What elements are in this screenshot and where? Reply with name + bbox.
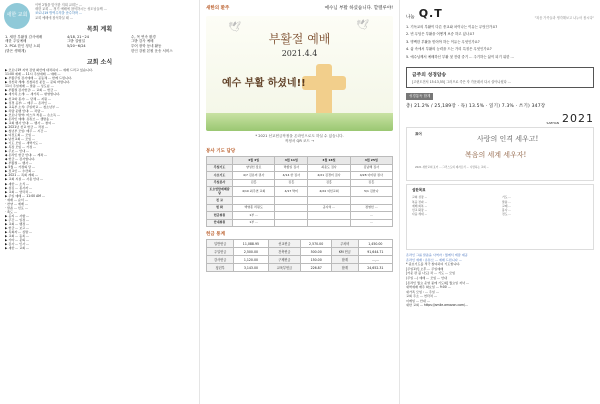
notice-item: [카운 관 불 나도) 차 ... 기도 ... 모임: [406, 271, 456, 276]
notice-item: 새가족 모임 : ... 주일 ...: [406, 289, 439, 294]
caption: [206, 134, 393, 144]
goal-item: 예배 회복 ...: [412, 203, 428, 208]
sched-note: 그밖 감사 예배: [131, 39, 154, 44]
duty-row: [207, 219, 393, 227]
news-item: ▶ 교회 ... 등록 ...: [5, 234, 30, 239]
news-item: ▶ 온라인 예배: 유튜브 ... 생방송 ...: [5, 116, 54, 121]
sched-name: 1. 새한 부활절 감사예배: [5, 34, 43, 39]
duty-row-label: 주일봉사: [207, 179, 233, 187]
easter-banner: [206, 16, 393, 131]
easter-date: 2021.4.4: [281, 49, 318, 58]
news-item: ▶ 주간 ... 일정 ...: [5, 217, 30, 222]
duty-cell: [275, 219, 308, 227]
intro-text: [35, 3, 194, 20]
news-item: ▶ 새가족 소개: ... 새가족 ... 환영합니다.: [5, 92, 61, 97]
duty-cell: 1부 ...: [233, 219, 275, 227]
intro-line: 새한 교회 ... 정기 예배에 참석하시는 성도님들께 ...: [35, 7, 107, 12]
duty-cell: 4/28 이미란 권사: [350, 172, 392, 180]
news-item: ▶ 목회자 ... 심방 ...: [5, 230, 33, 235]
news-item: ▶ 교회 ... 행정 ...: [5, 221, 30, 226]
memory-body: [고린도전서 15:13,55] 그러므로 죽은 자 가운데서 다시 살아나셨다 ...: [412, 80, 511, 85]
offering-label: 선교헌금: [268, 240, 301, 248]
news-item: ▶ 공지 ... 사항 ...: [5, 213, 30, 218]
sched-name: (밝은 생태계): [5, 48, 26, 53]
motto-banner: [406, 127, 594, 181]
offering-value: 1,450.00: [358, 240, 392, 248]
duty-cell: [308, 197, 350, 205]
offering-row: [207, 248, 393, 256]
left-panel: [0, 0, 200, 404]
duty-cell: 4/24 여선교회: [308, 187, 350, 197]
news-item: ▶ 차량 운행 안내: ... 차량 ...: [5, 108, 45, 113]
news-item: ◆ 온라인 헌금 안내: ... 계좌 ...: [5, 153, 48, 158]
sched-note: 한인 강원 본원 운송 서비스: [131, 48, 173, 53]
grass-decoration: [206, 113, 393, 131]
church-logo: 새한 교회: [4, 3, 30, 29]
duty-row-label: 친 교: [207, 197, 233, 205]
sched-name: 새한 주일예배: [5, 39, 27, 44]
notice-item: 이메일 ... 안내 ...: [406, 298, 430, 303]
offering-value: 1,120.00: [234, 256, 268, 264]
duty-header-cell: 4월 4일: [233, 157, 275, 165]
qt-questions: [406, 24, 594, 61]
sched-date: 4/18, 21~24: [67, 34, 89, 39]
caption-line: * 2021 선교헌금작정을 온라인으로도 하실 수 있습니다.: [255, 134, 344, 138]
duty-cell: 4/7 김유미 권사: [233, 172, 275, 180]
news-item: ▶ 여전도회 ... 모임 ...: [5, 132, 36, 137]
duty-row: [207, 164, 393, 172]
duty-cell: 박종일 집사: [275, 164, 308, 172]
duty-cell: 4/21 김경미 집사: [308, 172, 350, 180]
notice-item: 온라인 그룹 말씀을 사역자 : 월에서 계잠 제공: [406, 253, 468, 258]
news-item: ▶ 성경 공부: ... 매주 ... 온라인 ...: [5, 100, 52, 105]
intro-line: 이번 2월을 맞이한 저희 교회는 ...: [35, 3, 83, 7]
duty-cell: 정영선 ...: [350, 204, 392, 212]
qt-question: 2. 빈 무덤은 부활을 어떻게 보증 하고 있나요?: [406, 32, 475, 37]
goal-column: [502, 195, 586, 216]
duty-cell: 김남해 집사: [350, 164, 392, 172]
notice-item: (주일 ...) 예배 ... 모임 ... 안내: [406, 275, 448, 280]
qt-subtitle: "복음 가족들과 생각해보고 나누어 봅시다": [534, 16, 594, 20]
qt-question: 4. 삶 속에서 부활의 능력을 드는 가리 특징은 무엇인가요?: [406, 47, 492, 52]
notice-item: [온라인 월요 운영 중에 기도회] 월요일 저녁 ...: [406, 280, 470, 285]
offering-value: 226.87: [301, 264, 332, 272]
duty-cell: [308, 219, 350, 227]
goal-item: 교제 ...: [502, 203, 511, 208]
notice-item: 새한 교회 ... https://smile.amazon.com/...: [406, 303, 469, 308]
duty-cell: 4/14 한 집사: [275, 172, 308, 180]
motto-line-2: 복음의 세계 세우자!: [465, 151, 527, 160]
duty-cell: 4/10 최주연 교회: [233, 187, 275, 197]
offering-label: 구제헌금: [268, 256, 301, 264]
motto-body: 2021 새한교회 표어 ... 그리스도의 제자로서 ... 사랑하는 교회 ...: [415, 166, 490, 170]
news-item: ▶ 새한 ... 교회 ...: [5, 246, 30, 251]
notice-item: 교회 주소 ... 연락처 ...: [406, 294, 437, 299]
duty-row: [207, 197, 393, 205]
saehan-year: [406, 112, 594, 125]
duty-row-label: 헌금위원: [207, 212, 233, 220]
memory-title: 금주의 성경암송: [412, 73, 447, 79]
qt-title: Q.T: [418, 7, 443, 20]
news-item: · 축도 ...: [5, 209, 17, 214]
offering-label: 건축헌금: [268, 248, 301, 256]
memory-verse-box: [406, 67, 594, 88]
goal-item: 전도 ...: [502, 212, 511, 217]
intro-line: 교회 예배에 참석하실 때 ...: [35, 15, 73, 20]
news-item: ▶ 헌금 ... 보고 ...: [5, 226, 30, 231]
duty-title: 봉사 기도 담당: [206, 149, 236, 154]
duty-row-label: 주일기도: [207, 164, 233, 172]
goal-item: 다음 세대 ...: [412, 212, 428, 217]
duty-row-label: 현 화: [207, 204, 233, 212]
goal-item: 교회 성장 ...: [412, 195, 428, 200]
news-item: 11시 주일예배 ... 말씀 ... 성도님 ...: [5, 84, 54, 89]
duty-row: [207, 172, 393, 180]
offering-title: 헌금 통계: [206, 232, 225, 237]
notice-item: 온라인 예배 : 유튜브 ... 예배 드립니다 ...: [406, 257, 462, 262]
news-item: · 예배 ... 순서 ...: [5, 197, 28, 202]
news-item: ◆ 헌금 ... 감사합니다.: [5, 157, 36, 162]
news-item: 11:00 예배 ... 11시 주일예배 ... 예배 ...: [5, 72, 61, 77]
bible-reading-row: [406, 93, 594, 100]
qt-question: 3. 명백한 부활을 믿어야 하는 이유는 무엇인가요?: [406, 39, 480, 44]
news-list: [5, 68, 194, 250]
news-item: ▶ 교회 시설 ... 사용 안내 ...: [5, 177, 44, 182]
sched-name: 2. PCA 한인 청년 노회: [5, 44, 41, 48]
offering-value: 91,644.71: [358, 248, 392, 256]
duty-header-cell: [207, 157, 233, 165]
offering-value: ...,...: [358, 256, 392, 264]
schedule-title: 목회 계획: [86, 25, 113, 33]
duty-header-cell: 4월 25일: [350, 157, 392, 165]
caption-line: 작정서 QR 코드 →: [284, 139, 315, 143]
qt-prefix: 나눔: [406, 15, 415, 20]
sched-date: [67, 49, 131, 54]
duty-header-cell: 4월 18일: [308, 157, 350, 165]
sched-date: 5/20~6/24: [67, 44, 86, 48]
qt-header: [406, 7, 594, 20]
right-panel: [400, 0, 600, 404]
goal-grid: [412, 195, 588, 216]
duty-cell: 백영훈 리원도: [233, 204, 275, 212]
news-item: ▶ 부활절 감사헌금: ... 교회 ... 헌금 ...: [5, 88, 58, 93]
duty-row-label: 안내위원: [207, 219, 233, 227]
offering-label: 주차비: [331, 240, 358, 248]
qt-question: 1. 기독교의 부활이 다른 종교와 차이나는 이유는 무엇인가요?: [406, 25, 498, 29]
offering-value: 24,652.31: [358, 264, 392, 272]
middle-header: [206, 5, 393, 11]
duty-cell: ...: [350, 212, 392, 220]
middle-panel: [200, 0, 400, 404]
news-title: 교회 소식: [86, 59, 113, 67]
offering-value: 11,088.95: [234, 240, 268, 248]
sched-note: 투어 장학 동네 활동: [131, 44, 162, 48]
duty-cell: [275, 212, 308, 220]
duty-header-cell: 4월 11일: [275, 157, 308, 165]
goal-item: 말씀 ...: [502, 199, 511, 204]
offering-label: KM 헌금: [331, 248, 358, 256]
duty-cell: [275, 197, 308, 205]
duty-cell: 김흥: [275, 179, 308, 187]
offering-value: 2,500.00: [234, 248, 268, 256]
bible-tag: 성경통독 합계: [406, 93, 433, 100]
news-item: ▶ 새한 ... 소식 ...: [5, 181, 30, 186]
news-item: · 말씀 ... 선포 ...: [5, 205, 28, 210]
offering-label: 일반헌금: [207, 240, 234, 248]
motto-line-1: 사랑의 인격 세우고!: [477, 135, 539, 144]
motto-label: 표어: [415, 132, 422, 137]
duty-cell: [350, 197, 392, 205]
duty-cell: 1부 ...: [233, 212, 275, 220]
offering-value: 2,570.00: [301, 240, 332, 248]
offering-label: 감사헌금: [207, 256, 234, 264]
intro-line: 코로나19 방역수칙을 준수하며 ...: [35, 11, 83, 16]
notice-item: * 중보기도를 적극 참여하여 기도합니다.: [406, 262, 461, 267]
news-item: ▶ 교육부 소식: 주일학교 ... 청소년부 ...: [5, 104, 60, 109]
news-item: ▶ 2021년 선교 헌금 ... 작정 ...: [5, 124, 48, 129]
header-greeting: 예수님 부활 하셨습니다. 할렐루야!: [324, 6, 393, 11]
duty-cell: 5/1 김한나: [350, 187, 392, 197]
duty-cell: 김흥: [233, 179, 275, 187]
duty-row: [207, 179, 393, 187]
news-item: ▶ 주일 예배 ... 11:00 AM ...: [5, 193, 45, 198]
easter-message: 예수 부활 하셨네!!: [222, 78, 306, 89]
offering-label: 합계: [331, 256, 358, 264]
news-item: ▶ 부활절 ... 행사 ...: [5, 161, 33, 166]
offering-row: [207, 240, 393, 248]
news-item: ▶ 5월 ... 가정의 달 ...: [5, 165, 36, 170]
news-item: ▶ 기타 ... 문의 ...: [5, 238, 30, 243]
news-item: ▶ 감사 ... 인사 ...: [5, 242, 30, 247]
duty-table: [206, 156, 393, 227]
news-item: ▶ 교회 ... 연락처 ...: [5, 189, 33, 194]
news-item: ▶ 주보 ... 안내 ...: [5, 149, 30, 154]
goal-box: [406, 184, 594, 250]
offering-label: 청년부: [207, 264, 234, 272]
year: 2021: [562, 112, 594, 126]
goal-item: 복음 전파 ...: [412, 199, 428, 204]
offering-label: 주일헌금: [207, 248, 234, 256]
news-item: ▶ 성찬과 세례: 신청하신 분들 ... 문의 바랍니다.: [5, 80, 71, 85]
schedule-row: [5, 49, 194, 54]
section-label: 새한의 환주: [206, 6, 230, 11]
duty-cell: [233, 197, 275, 205]
news-item: ▶ 전교인 ... 수련회 ...: [5, 169, 36, 174]
duty-cell: 4/17 박미: [275, 187, 308, 197]
duty-cell: 공사처 ...: [308, 204, 350, 212]
news-item: ▶ 남선교회 ... 모임 ...: [5, 136, 36, 141]
easter-title: 부활절 예배: [268, 32, 331, 46]
goal-item: 기도 ...: [502, 195, 511, 200]
offering-table: [206, 239, 393, 272]
sched-date: 그밖 설립일: [67, 39, 86, 44]
dove-icon: 🕊: [228, 22, 241, 33]
qt-question: 5. 예수님께서 예배하신 부활 첫 전령 중기 ... 주기하는 삶이 되기 위한 ...: [406, 54, 514, 59]
offering-value: 500.00: [301, 248, 332, 256]
offering-row: [207, 264, 393, 272]
sched-note: 수, 목 연속 환경: [131, 34, 156, 39]
news-item: ▶ 목장 모임 ... 가정 ...: [5, 145, 37, 150]
duty-header-row: [207, 157, 393, 165]
notice-list: [406, 253, 594, 308]
goal-title: 설한목표: [412, 188, 426, 193]
offering-value: 3,143.00: [234, 264, 268, 272]
notice-item: [주일1부] 오후 ... 주일예배: [406, 266, 444, 271]
duty-cell: 최용도 집사: [308, 164, 350, 172]
duty-row: [207, 187, 393, 197]
news-item: ▶ 섬김 ... 봉사자 ...: [5, 185, 33, 190]
news-item: · 찬양 ... 예배 ...: [5, 201, 28, 206]
news-item: ▶ 교회 행사 안내: ... 행사 ... 참여 ...: [5, 120, 56, 125]
news-item: ▶ 기도 모임 ... 새벽기도 ...: [5, 141, 43, 146]
duty-cell: 김흥: [308, 179, 350, 187]
news-item: ▶ 청년부 모임: 매주 ... 시간 ...: [5, 128, 48, 133]
duty-row: [207, 204, 393, 212]
news-item: ▶ 코로나19 지역 감염 확산에 대처하여 ... 예배 드리고 있습니다.: [5, 68, 93, 73]
offering-row: [207, 256, 393, 264]
saehan-label: SAEHAN: [546, 121, 559, 126]
duty-row-label: 토요연합예배담당: [207, 187, 233, 197]
offering-label: 합계: [331, 264, 358, 272]
bible-stats: 총) 21.2% / 25,189장 · 독) 13.5% · 읽기) 7.3% · 쓰기) 347장: [406, 104, 546, 110]
duty-cell: [308, 212, 350, 220]
offering-value: 150.00: [301, 256, 332, 264]
news-item: ▶ 코로나 방역: 마스크 착용 ... 손소독 ...: [5, 112, 61, 117]
goal-item: 봉사 ...: [502, 208, 511, 213]
duty-cell: [275, 204, 308, 212]
notice-item: 새벽예배 매주 화요일 ... 9:00 ...: [406, 285, 451, 290]
news-item: ▶ 2021 ... 목회 계획 ...: [5, 173, 39, 178]
goal-item: 선교 확장 ...: [412, 208, 428, 213]
news-item: ▶ 부활주일 감사예배 ... 공동체 ... 함께 드립니다.: [5, 76, 72, 81]
goal-column: [412, 195, 496, 216]
schedule-list: [5, 35, 194, 53]
offering-label: 교육부헌금: [268, 264, 301, 272]
duty-row-label: 수요기도: [207, 172, 233, 180]
news-item: ▶ 선교와 봉사: ... 단체 ... 지원 ...: [5, 96, 52, 101]
duty-cell: 김흥: [350, 179, 392, 187]
dove-icon: 🕊: [356, 20, 369, 31]
cross-icon: [302, 76, 346, 90]
duty-cell: 양성선 장로: [233, 164, 275, 172]
duty-row: [207, 212, 393, 220]
duty-cell: ...: [350, 219, 392, 227]
